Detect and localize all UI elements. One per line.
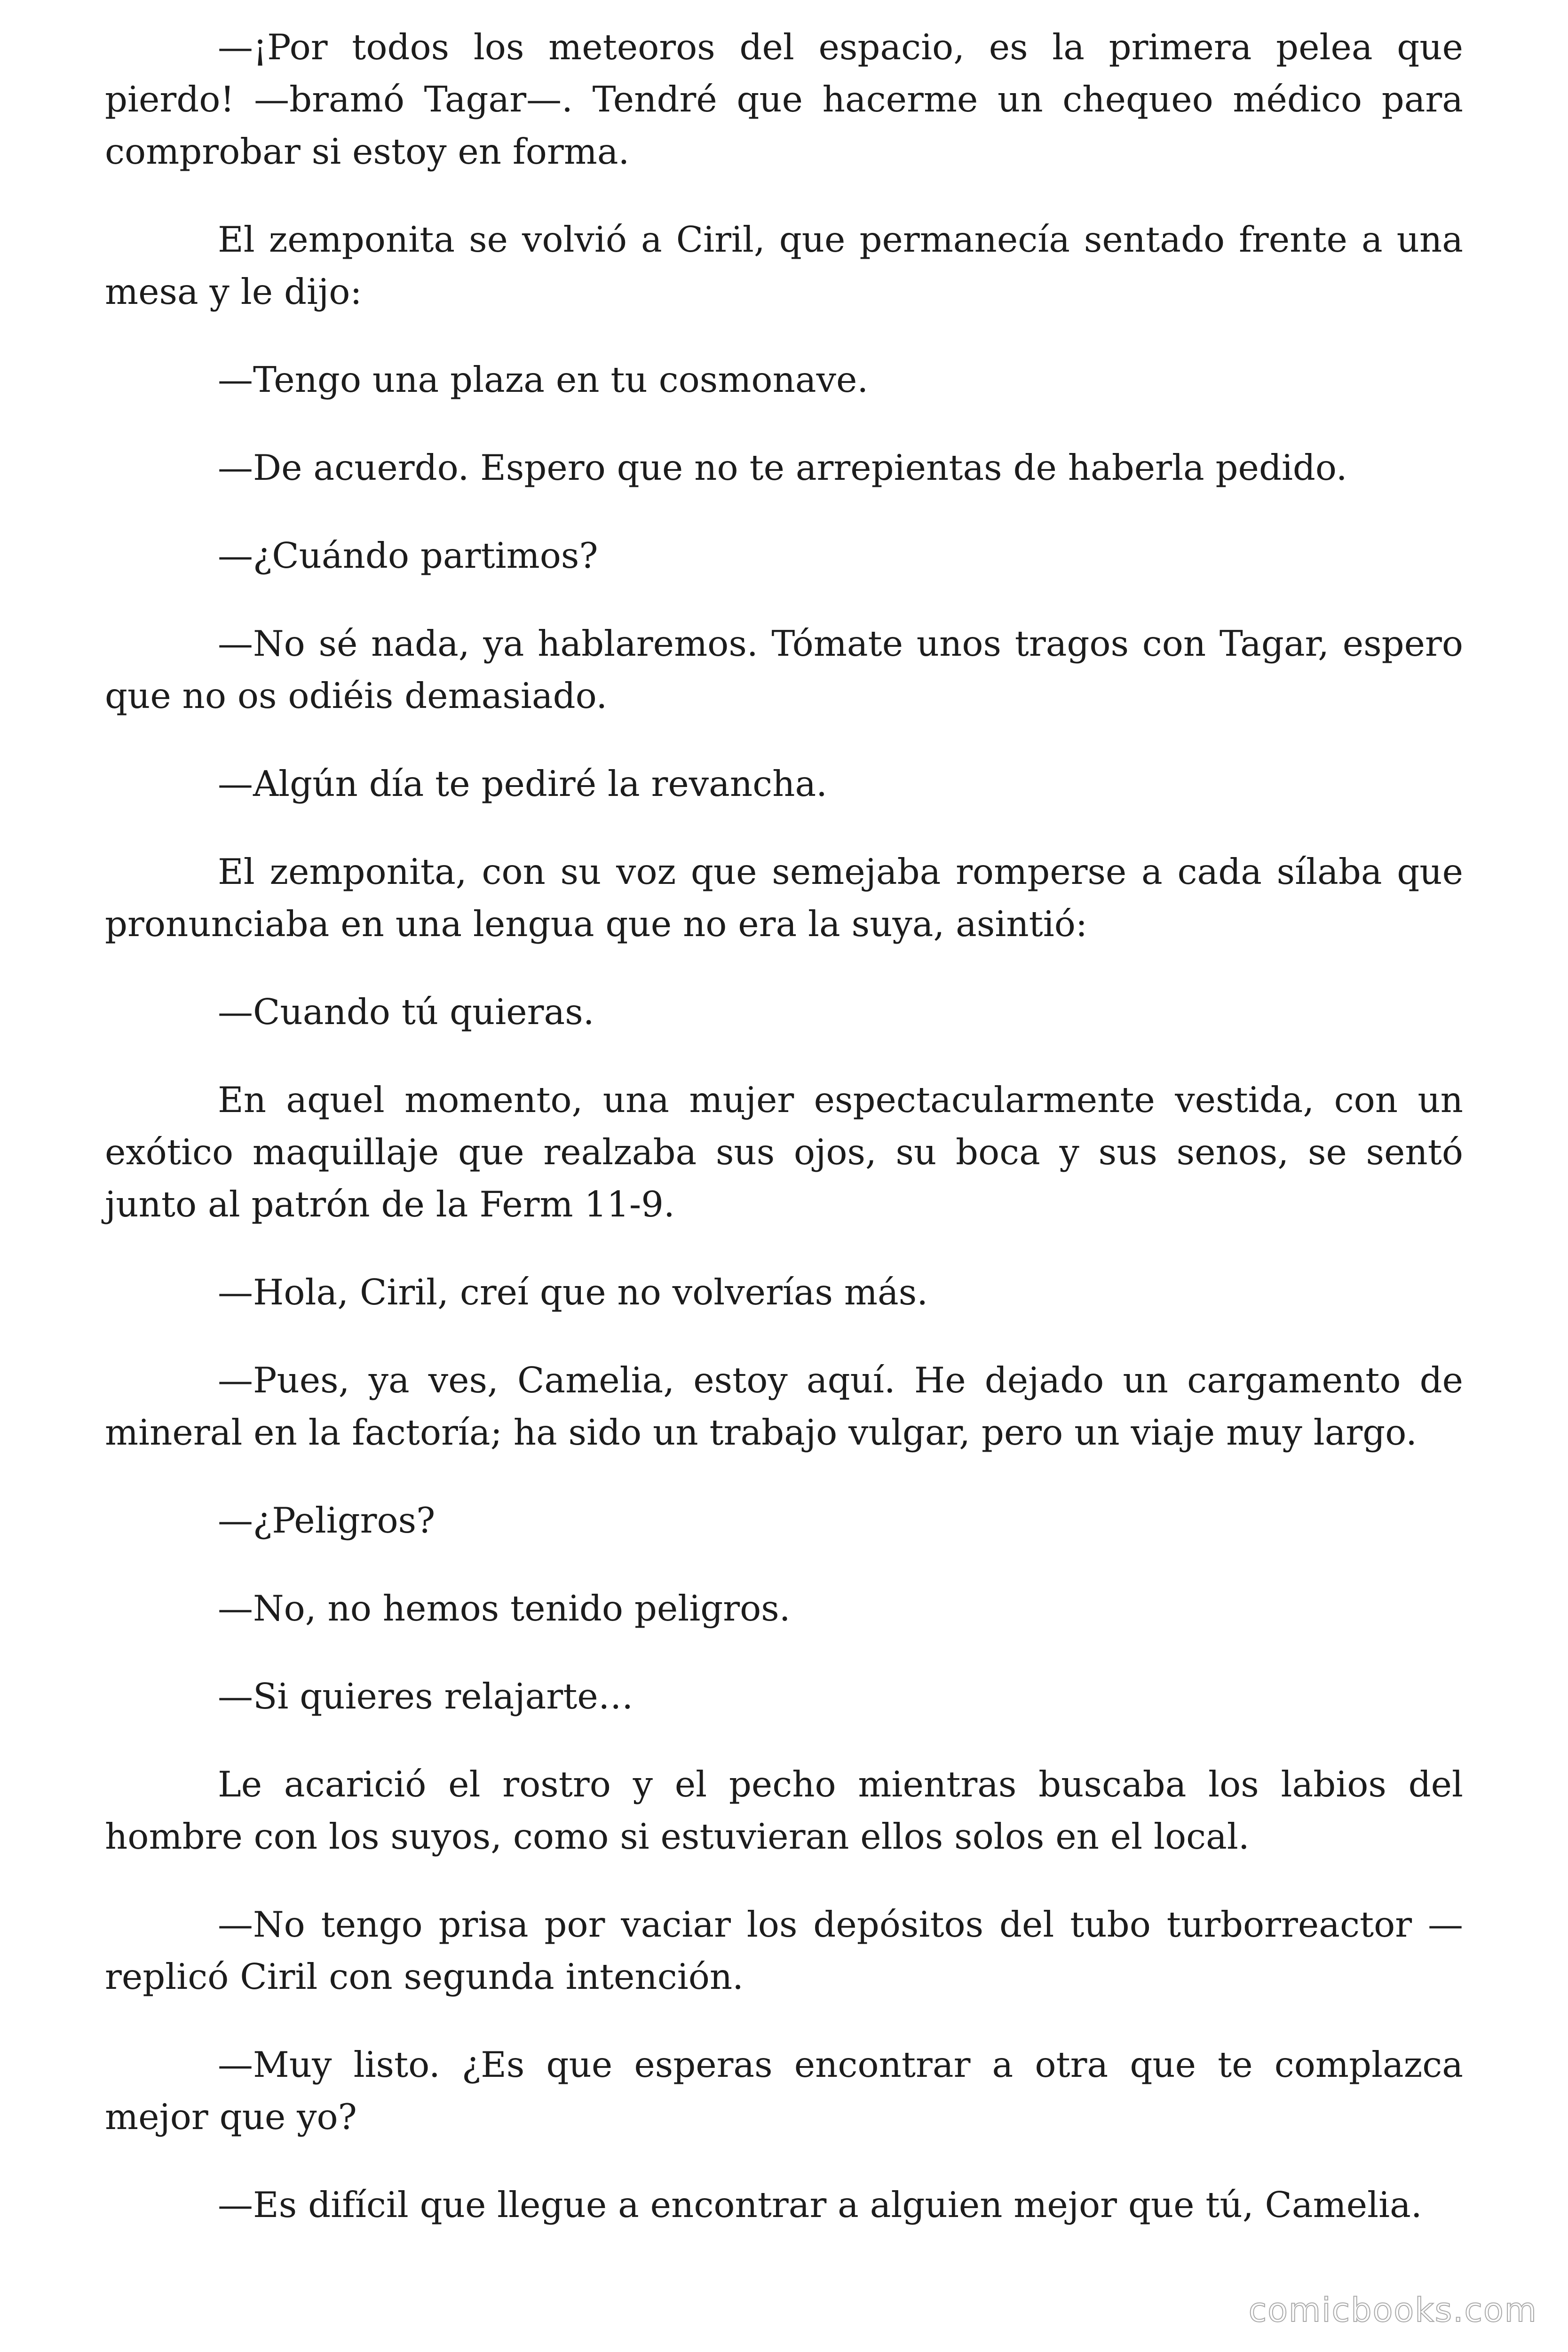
paragraph-4: —De acuerdo. Espero que no te arrepientas de haberla pedido. (218, 447, 1347, 488)
paragraph-7: —Algún día te pediré la revancha. (218, 763, 828, 804)
paragraph-2: El zemponita se volvió a Ciril, que permanecía sentado frente a una mesa y le dijo: (105, 219, 1463, 312)
paragraph-18: —Muy listo. ¿Es que esperas encontrar a otra que te complazca mejor que yo? (105, 2044, 1463, 2137)
book-page-text (105, 21, 1463, 2267)
paragraph-15: —Si quieres relajarte… (218, 1676, 634, 1717)
paragraph-1: —¡Por todos los meteoros del espacio, es la primera pelea que pierdo! —bramó Tagar—. Tendré que hacerme un chequeo médico para comprobar si estoy en forma. (105, 26, 1463, 172)
watermark: comicbooks.com (1248, 2291, 1537, 2329)
paragraph-10: En aquel momento, una mujer espectacularmente vestida, con un exótico maquillaje que realzaba sus ojos, su boca y sus senos, se sentó junto al patrón de la Ferm 11-9. (105, 1079, 1463, 1225)
paragraph-19: —Es difícil que llegue a encontrar a alguien mejor que tú, Camelia. (218, 2184, 1422, 2225)
paragraph-17: —No tengo prisa por vaciar los depósitos del tubo turborreactor —replicó Ciril con segunda intención. (105, 1904, 1463, 1997)
paragraph-16: Le acarició el rostro y el pecho mientras buscaba los labios del hombre con los suyos, como si estuvieran ellos solos en el local. (105, 1764, 1463, 1857)
paragraph-8: El zemponita, con su voz que semejaba romperse a cada sílaba que pronunciaba en una lengua que no era la suya, asintió: (105, 851, 1463, 945)
paragraph-9: —Cuando tú quieras. (218, 991, 594, 1033)
paragraph-11: —Hola, Ciril, creí que no volverías más. (218, 1271, 928, 1313)
paragraph-5: —¿Cuándo partimos? (218, 535, 598, 576)
paragraph-13: —¿Peligros? (218, 1500, 436, 1541)
paragraph-12: —Pues, ya ves, Camelia, estoy aquí. He dejado un cargamento de mineral en la factoría; ha sido un trabajo vulgar, pero un viaje muy largo. (105, 1359, 1463, 1453)
paragraph-14: —No, no hemos tenido peligros. (218, 1588, 791, 1629)
paragraph-6: —No sé nada, ya hablaremos. Tómate unos tragos con Tagar, espero que no os odiéis demasiado. (105, 623, 1463, 716)
paragraph-3: —Tengo una plaza en tu cosmonave. (218, 359, 869, 400)
